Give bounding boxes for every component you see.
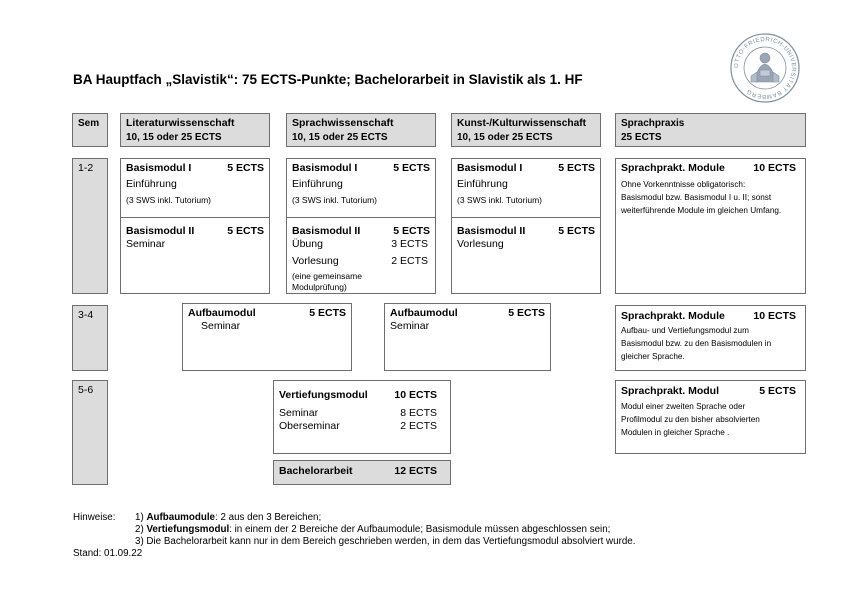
page-title: BA Hauptfach „Slavistik“: 75 ECTS-Punkte; Bachelorarbeit in Slavistik als 1. HF [73, 72, 583, 87]
praxis3-line1: Modul einer zweiten Sprache oder [621, 402, 746, 411]
semester-label: 1-2 [78, 162, 94, 174]
note-2-bold: Vertiefungsmodul [146, 524, 230, 535]
kunst-basismodule [451, 158, 601, 294]
bachelor-title: Bachelorarbeit [279, 465, 353, 477]
praxis1-title: Sprachprakt. Module [621, 162, 725, 174]
header-sprach [286, 113, 436, 147]
header-kunst [451, 113, 601, 147]
header-sprach-sub: 10, 15 oder 25 ECTS [292, 132, 388, 143]
praxis2-ects: 10 ECTS [753, 310, 796, 322]
kunst-basis2-line1: Vorlesung [457, 238, 504, 250]
note-1 [135, 512, 321, 523]
praxis1-line3: weiterführende Module im gleichen Umfang. [621, 206, 782, 215]
note-3: 3) Die Bachelorarbeit kann nur in dem Bereich geschrieben werden, in dem das Vertiefungsmodul absolviert wurde. [135, 536, 636, 547]
aufbau1-title: Aufbaumodul [188, 307, 256, 319]
vertiefung-ects: 10 ECTS [394, 389, 437, 401]
header-praxis [615, 113, 806, 147]
praxis3-ects: 5 ECTS [759, 385, 796, 397]
sprach-basis2-ects: 5 ECTS [393, 225, 430, 237]
sprach-basis1-line2: (3 SWS inkl. Tutorium) [292, 195, 378, 205]
vertiefung-row1: Seminar [279, 407, 319, 419]
sprach-basis1-title: Basismodul I [292, 162, 358, 174]
lit-basismodule [120, 158, 270, 294]
lit-basis1-line1: Einführung [126, 178, 177, 190]
lit-basis1-line2: (3 SWS inkl. Tutorium) [126, 195, 212, 205]
praxis3-title: Sprachprakt. Modul [621, 385, 720, 397]
svg-text:OTTO-FRIEDRICH-UNIVERSITÄT BAM: OTTO-FRIEDRICH-UNIVERSITÄT BAMBERG [733, 36, 797, 100]
praxis2-line1: Aufbau- und Vertiefungsmodul zum [621, 326, 749, 335]
vertiefungsmodul [273, 380, 451, 454]
header-praxis-sub: 25 ECTS [621, 132, 662, 143]
note-2 [135, 524, 610, 535]
semester-label: 5-6 [78, 384, 94, 396]
praxis3-line3: Modulen in gleicher Sprache . [621, 428, 730, 437]
header-kunst-sub: 10, 15 oder 25 ECTS [457, 132, 553, 143]
sprach-basis2-row2: Vorlesung [292, 255, 339, 267]
praxis1-line1: Ohne Vorkenntnisse obligatorisch: [621, 180, 746, 189]
divider [121, 217, 269, 218]
header-praxis-label: Sprachpraxis [621, 118, 685, 129]
divider [452, 217, 600, 218]
praxis1-line2: Basismodul bzw. Basismodul I u. II; sonst [621, 193, 772, 202]
aufbau2-ects: 5 ECTS [508, 307, 545, 319]
aufbau2-title: Aufbaumodul [390, 307, 458, 319]
bachelorarbeit [273, 460, 451, 485]
sprach-basismodule [286, 158, 436, 294]
praxis2-line2: Basismodul bzw. zu den Basismodulen in [621, 339, 772, 348]
note-1-prefix: 1) [135, 512, 147, 523]
praxis3-line2: Profilmodul zu den bisher absolvierten [621, 415, 760, 424]
aufbaumodul-2 [384, 303, 551, 371]
note-2-rest: : in einem der 2 Bereiche der Aufbaumodule; Basismodule müssen abgeschlossen sein; [229, 524, 611, 535]
header-sem [72, 113, 108, 147]
header-lit [120, 113, 270, 147]
sprach-basis2-row2-ects: 2 ECTS [391, 255, 428, 267]
sprach-basis1-ects: 5 ECTS [393, 162, 430, 174]
vertiefung-row2-ects: 2 ECTS [400, 420, 437, 432]
vertiefung-title: Vertiefungsmodul [279, 389, 368, 401]
praxis-module-2 [615, 305, 806, 371]
vertiefung-row1-ects: 8 ECTS [400, 407, 437, 419]
kunst-basis1-ects: 5 ECTS [558, 162, 595, 174]
aufbau2-line1: Seminar [390, 320, 430, 332]
bachelor-ects: 12 ECTS [394, 465, 437, 477]
semester-5-6 [72, 380, 108, 485]
header-kunst-label: Kunst-/Kulturwissenschaft [457, 118, 587, 129]
sprach-basis2-note1: (eine gemeinsame [292, 271, 362, 281]
stand-date: Stand: 01.09.22 [73, 548, 143, 559]
aufbau1-ects: 5 ECTS [309, 307, 346, 319]
notes-label: Hinweise: [73, 512, 116, 523]
semester-3-4 [72, 305, 108, 371]
vertiefung-row2: Oberseminar [279, 420, 340, 432]
lit-basis1-title: Basismodul I [126, 162, 192, 174]
kunst-basis2-title: Basismodul II [457, 225, 526, 237]
lit-basis2-title: Basismodul II [126, 225, 195, 237]
header-sem-label: Sem [78, 118, 100, 129]
note-1-bold: Aufbaumodule [146, 512, 216, 523]
praxis-module-1 [615, 158, 806, 294]
kunst-basis1-title: Basismodul I [457, 162, 523, 174]
praxis-module-3 [615, 380, 806, 454]
header-lit-label: Literaturwissenschaft [126, 117, 235, 129]
lit-basis2-ects: 5 ECTS [227, 225, 264, 237]
sprach-basis1-line1: Einführung [292, 178, 343, 190]
semester-1-2 [72, 158, 108, 294]
kunst-basis1-line2: (3 SWS inkl. Tutorium) [457, 195, 543, 205]
praxis1-ects: 10 ECTS [753, 162, 796, 174]
header-lit-sub: 10, 15 oder 25 ECTS [126, 132, 222, 143]
divider [287, 217, 435, 218]
lit-basis2-line1: Seminar [126, 238, 166, 250]
praxis2-line3: gleicher Sprache. [621, 352, 685, 361]
aufbau1-line1: Seminar [201, 320, 241, 332]
university-seal-logo [729, 32, 801, 104]
lit-basis1-ects: 5 ECTS [227, 162, 264, 174]
header-sprach-label: Sprachwissenschaft [292, 117, 394, 129]
sprach-basis2-title: Basismodul II [292, 225, 361, 237]
semester-label: 3-4 [78, 309, 94, 321]
kunst-basis2-ects: 5 ECTS [558, 225, 595, 237]
sprach-basis2-row1-ects: 3 ECTS [391, 238, 428, 250]
note-1-rest: : 2 aus den 3 Bereichen; [215, 512, 322, 523]
sprach-basis2-note2: Modulprüfung) [292, 282, 347, 292]
praxis2-title: Sprachprakt. Module [621, 310, 725, 322]
note-2-prefix: 2) [135, 524, 147, 535]
aufbaumodul-1 [182, 303, 352, 371]
sprach-basis2-row1: Übung [292, 238, 323, 250]
kunst-basis1-line1: Einführung [457, 178, 508, 190]
